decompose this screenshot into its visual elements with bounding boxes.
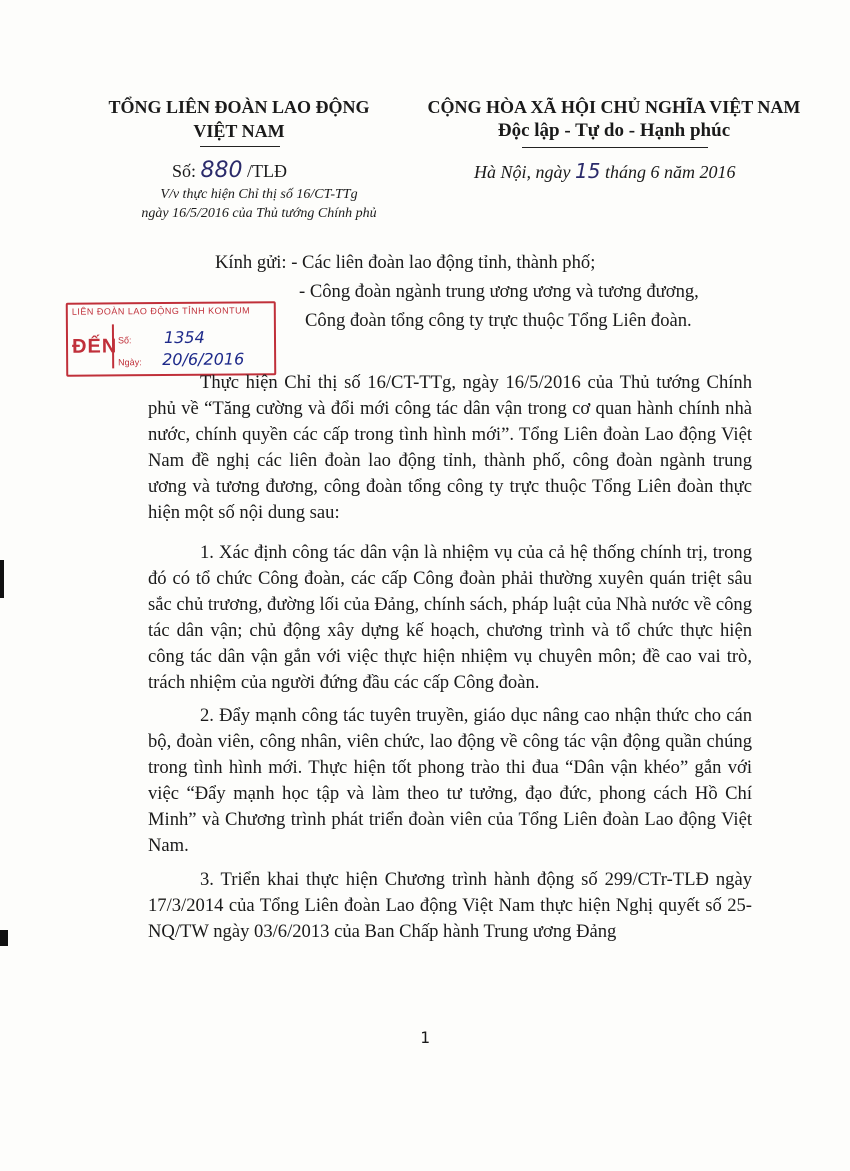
- recipient-line1: [215, 248, 699, 277]
- document-number: [172, 158, 287, 184]
- page-number: 1: [420, 1028, 430, 1047]
- subject-line2: ngày 16/5/2016 của Thủ tướng Chính phủ: [141, 206, 377, 221]
- recipient-1: - Các liên đoàn lao động tỉnh, thành phố;: [291, 252, 596, 273]
- item-2-paragraph: 2. Đẩy mạnh công tác tuyên truyền, giáo dục nâng cao nhận thức cho cán bộ, đoàn viên, công nhân, viên chức, lao động về công tác vận động quần chúng trong tình hình mới. Thực hiện tốt phong trào thi đua “Dân vận khéo” gắn với việc “Đẩy mạnh học tập và làm theo tư tưởng, đạo đức, phong cách Hồ Chí Minh” và Chương trình phát triển đoàn viên của Tổng Liên đoàn Lao động Việt Nam.: [148, 705, 752, 856]
- issuing-organization: [96, 95, 382, 143]
- stamp-so-value: 1354: [163, 327, 205, 348]
- stamp-ngay-value: 20/6/2016: [162, 349, 245, 370]
- doc-number-suffix: /TLĐ: [247, 161, 288, 181]
- doc-number-prefix: Số:: [172, 161, 197, 181]
- stamp-so-row: [118, 328, 205, 348]
- subject-line1: V/v thực hiện Chỉ thị số 16/CT-TTg: [160, 187, 358, 202]
- recipient-3: Công đoàn tổng công ty trực thuộc Tổng Liên đoàn.: [305, 310, 692, 331]
- stamp-ngay-label: Ngày:: [118, 357, 142, 368]
- stamp-organization: LIÊN ĐOÀN LAO ĐỘNG TỈNH KONTUM: [71, 305, 251, 317]
- recipient-2: - Công đoàn ngành trung ương ương và tương đương,: [299, 281, 699, 302]
- issue-date: [474, 158, 735, 185]
- doc-number-handwritten: 880: [200, 158, 243, 183]
- stamp-den-label: ĐẾN: [72, 324, 114, 368]
- scan-edge-mark-top: [0, 560, 4, 598]
- item-3-paragraph: 3. Triển khai thực hiện Chương trình hành động số 299/CTr-TLĐ ngày 17/3/2014 của Tổng Liên đoàn Lao động Việt Nam thực hiện Nghị quyết số 25-NQ/TW ngày 03/6/2013 của Ban Chấp hành Trung ương Đảng: [148, 869, 752, 942]
- recipients-label: Kính gửi:: [215, 252, 287, 273]
- nation-name: CỘNG HÒA XÃ HỘI CHỦ NGHĨA VIỆT NAM: [427, 97, 801, 117]
- date-prefix: Hà Nội, ngày: [474, 162, 571, 182]
- date-day-handwritten: 15: [575, 159, 601, 183]
- item-1-paragraph: 1. Xác định công tác dân vận là nhiệm vụ của cả hệ thống chính trị, trong đó có tổ chức Công đoàn, các cấp Công đoàn phải thường xuyên quán triệt sâu sắc chủ trương, đường lối của Đảng, chính sách, pháp luật của Nhà nước về công tác dân vận; chủ động xây dựng kế hoạch, chương trình và tổ chức thực hiện công tác dân vận gắn với việc thực hiện nhiệm vụ chuyên môn; đề cao vai trò, trách nhiệm của người đứng đầu các cấp Công đoàn.: [148, 542, 752, 693]
- date-suffix: tháng 6 năm 2016: [604, 162, 736, 182]
- recipients-block: [215, 248, 699, 335]
- received-stamp: [66, 301, 277, 376]
- scan-edge-mark-bottom: [0, 930, 8, 946]
- motto-underline: [522, 147, 708, 148]
- intro-paragraph: Thực hiện Chỉ thị số 16/CT-TTg, ngày 16/5/2016 của Thủ tướng Chính phủ về “Tăng cường và đổi mới công tác dân vận trong cơ quan hành chính nhà nước, chính quyền các cấp trong tình hình mới”. Tổng Liên đoàn Lao động Việt Nam đề nghị các liên đoàn lao động tỉnh, thành phố, công đoàn ngành trung ương và tương đương, công đoàn tổng công ty trực thuộc Tổng Liên đoàn thực hiện một số nội dung sau:: [148, 372, 752, 523]
- stamp-ngay-row: [118, 349, 244, 369]
- org-underline: [200, 146, 280, 147]
- stamp-so-label: Số:: [117, 335, 132, 346]
- national-header: [408, 95, 820, 143]
- org-name-line2: VIỆT NAM: [193, 121, 285, 141]
- document-subject: [100, 185, 418, 223]
- org-name-line1: TỔNG LIÊN ĐOÀN LAO ĐỘNG: [108, 97, 370, 117]
- nation-motto: Độc lập - Tự do - Hạnh phúc: [497, 120, 731, 141]
